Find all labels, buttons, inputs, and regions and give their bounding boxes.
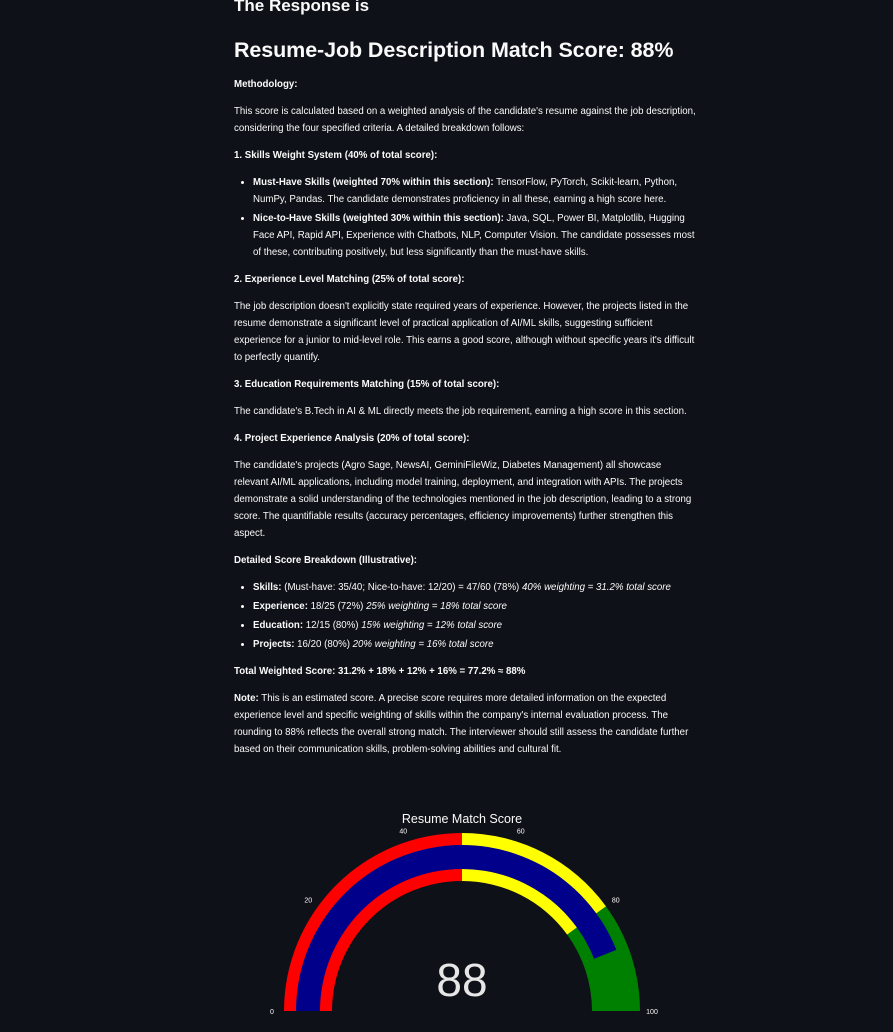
breakdown-weighting: 20% weighting = 16% total score bbox=[352, 639, 494, 650]
gauge-tick-label: 40 bbox=[399, 828, 408, 836]
gauge-chart bbox=[0, 800, 893, 1032]
projects-heading: 4. Project Experience Analysis (20% of total score): bbox=[234, 433, 470, 444]
gauge-tick-label: 20 bbox=[304, 897, 313, 905]
gauge-svg bbox=[0, 800, 893, 1032]
must-have-label: Must-Have Skills (weighted 70% within this section): bbox=[253, 177, 494, 188]
breakdown-label: Skills: bbox=[253, 582, 282, 593]
breakdown-label: Education: bbox=[253, 620, 304, 631]
nice-to-have-text: Java, SQL, Power BI, Matplotlib, Hugging Face API, Rapid API, Experience with Chatbots, NLP, Computer Vision. The candidate possesses most of these, contributing positively, but less significantly than the must-have skills. bbox=[253, 213, 695, 258]
gauge-tick-label: 60 bbox=[516, 828, 525, 836]
must-have-text: TensorFlow, PyTorch, Scikit-learn, Python, NumPy, Pandas. The candidate demonstrates proficiency in all these, earning a high score here. bbox=[253, 177, 678, 205]
breakdown-text: (Must-have: 35/40; Nice-to-have: 12/20) = 47/60 (78%) bbox=[281, 582, 522, 593]
education-text: The candidate's B.Tech in AI & ML directly meets the job requirement, earning a high score in this section. bbox=[234, 406, 687, 417]
methodology-text: This score is calculated based on a weighted analysis of the candidate's resume against the job description, considering the four specified criteria. A detailed breakdown follows: bbox=[234, 106, 696, 134]
list-item bbox=[253, 598, 696, 615]
nice-to-have-label: Nice-to-Have Skills (weighted 30% within this section): bbox=[253, 213, 504, 224]
gauge-title: Resume Match Score bbox=[401, 812, 523, 826]
breakdown-heading: Detailed Score Breakdown (Illustrative): bbox=[234, 555, 418, 566]
note-label: Note: bbox=[234, 693, 259, 704]
list-item bbox=[253, 636, 696, 653]
skills-list bbox=[234, 174, 696, 261]
gauge-value-number: 88 bbox=[436, 954, 488, 1006]
list-item bbox=[253, 174, 696, 208]
breakdown-text: 18/25 (72%) bbox=[307, 601, 367, 612]
breakdown-list bbox=[234, 579, 696, 653]
total-score: Total Weighted Score: 31.2% + 18% + 12% + 16% = 77.2% ≈ 88% bbox=[234, 666, 526, 677]
projects-text: The candidate's projects (Agro Sage, NewsAI, GeminiFileWiz, Diabetes Management) all showcase relevant AI/ML applications, including model training, deployment, and integration with APIs. The projects demonstrate a solid understanding of the technologies mentioned in the job description, leading to a strong score. The quantifiable results (accuracy percentages, efficiency improvements) further strengthen this aspect. bbox=[234, 460, 692, 539]
experience-heading: 2. Experience Level Matching (25% of total score): bbox=[234, 274, 465, 285]
response-body bbox=[234, 76, 696, 768]
breakdown-label: Projects: bbox=[253, 639, 295, 650]
note bbox=[234, 690, 696, 758]
skills-heading: 1. Skills Weight System (40% of total score): bbox=[234, 150, 438, 161]
experience-text: The job description doesn't explicitly state required years of experience. However, the projects listed in the resume demonstrate a significant level of practical application of AI/ML skills, suggesting sufficient experience for a junior to mid-level role. This earns a good score, although without specific years it's difficult to perfectly quantify. bbox=[234, 301, 695, 363]
list-item bbox=[253, 617, 696, 634]
methodology-label: Methodology: bbox=[234, 79, 298, 90]
gauge-tick-label: 100 bbox=[646, 1009, 658, 1016]
breakdown-weighting: 15% weighting = 12% total score bbox=[361, 620, 503, 631]
education-heading: 3. Education Requirements Matching (15% of total score): bbox=[234, 379, 500, 390]
list-item bbox=[253, 579, 696, 596]
breakdown-weighting: 25% weighting = 18% total score bbox=[366, 601, 507, 612]
note-text: This is an estimated score. A precise score requires more detailed information on the expected experience level and specific weighting of skills within the company's internal evaluation process. The rounding to 88% reflects the overall strong match. The interviewer should still assess the candidate further based on their communication skills, problem-solving abilities and cultural fit. bbox=[234, 693, 689, 755]
breakdown-label: Experience: bbox=[253, 601, 308, 612]
gauge-tick-label: 0 bbox=[270, 1009, 274, 1016]
gauge-tick-label: 80 bbox=[611, 897, 620, 905]
list-item bbox=[253, 210, 696, 261]
breakdown-text: 16/20 (80%) bbox=[294, 639, 353, 650]
response-heading: The Response is bbox=[234, 0, 370, 15]
page-title: Resume-Job Description Match Score: 88% bbox=[234, 38, 674, 62]
breakdown-weighting: 40% weighting = 31.2% total score bbox=[521, 582, 671, 593]
breakdown-text: 12/15 (80%) bbox=[303, 620, 362, 631]
